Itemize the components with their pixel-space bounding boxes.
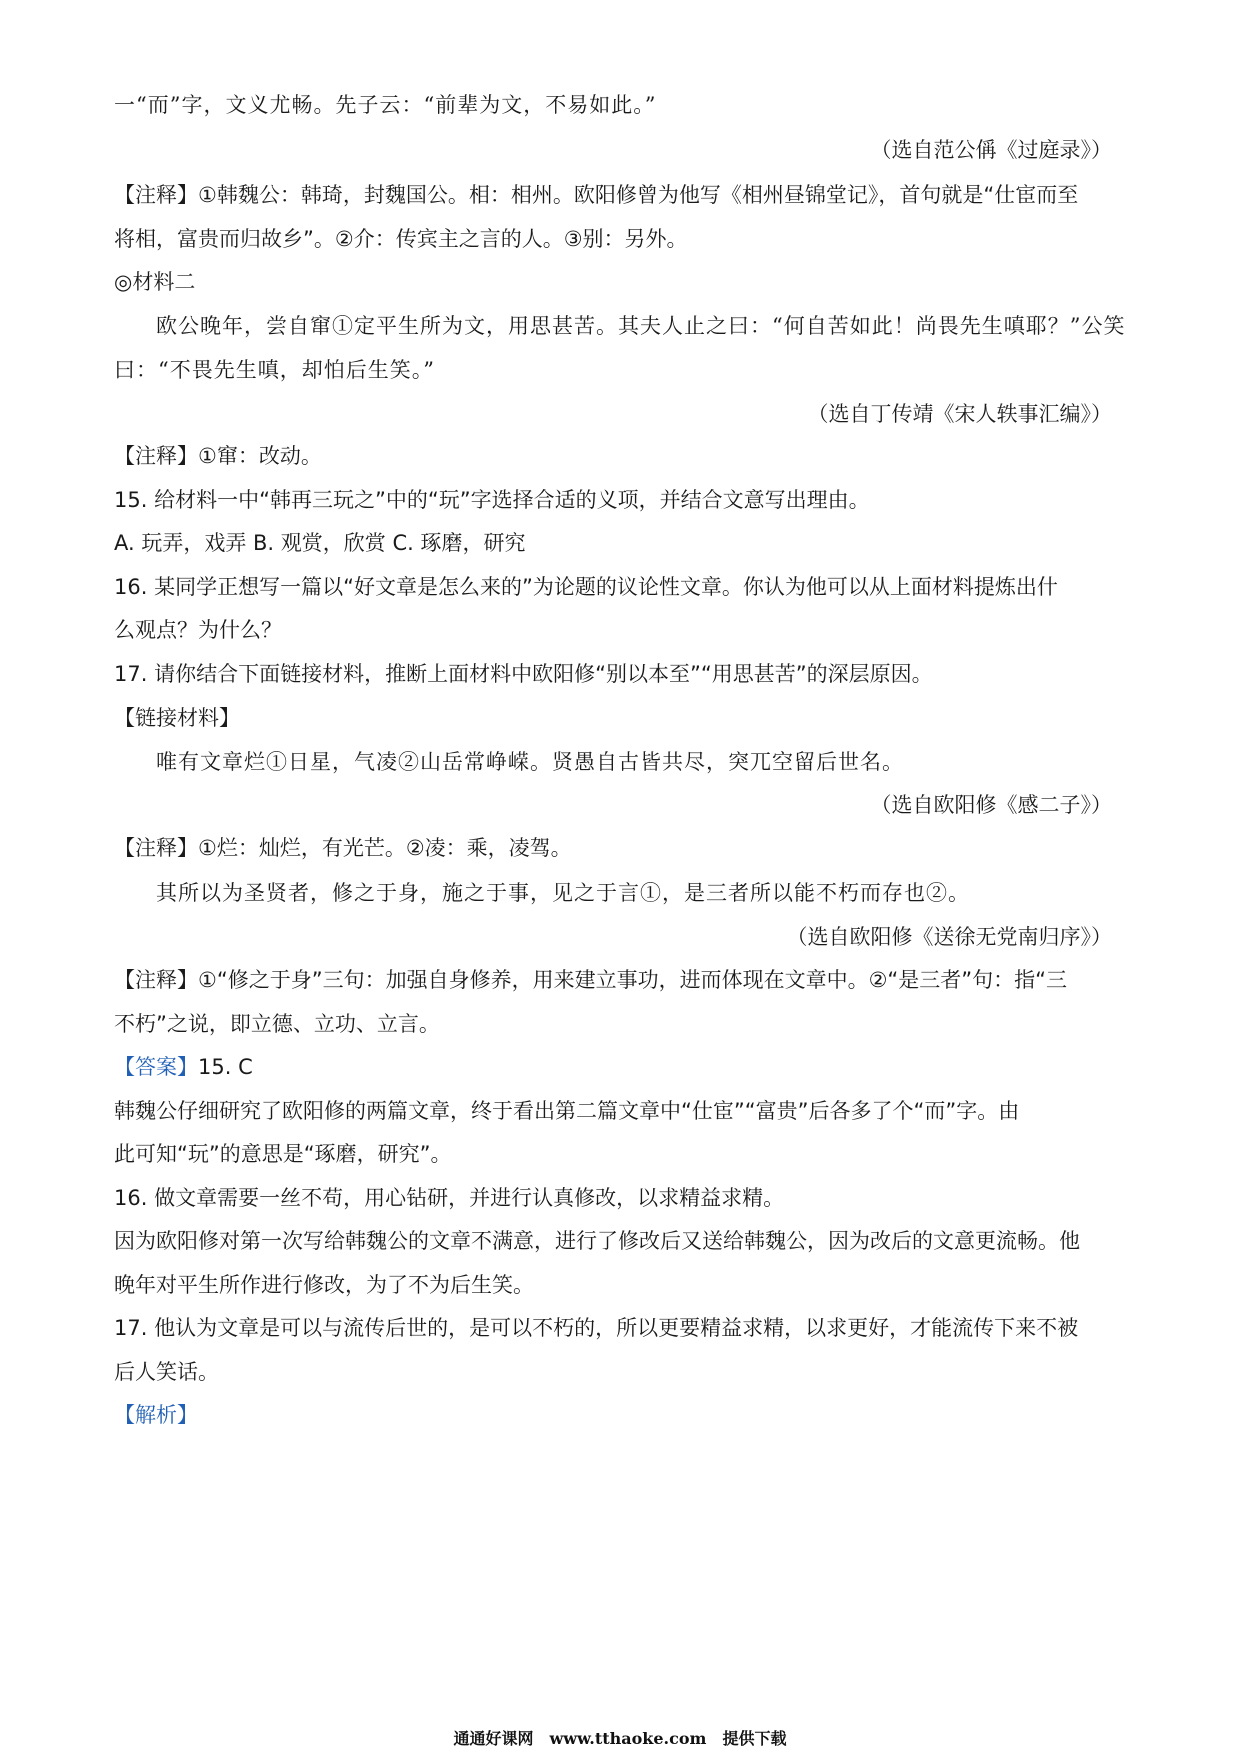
material2-note: 【注释】①窜：改动。	[114, 444, 322, 468]
link-prose-source: （选自欧阳修《送徐无党南归序》）	[786, 925, 1112, 949]
question-15: 15. 给材料一中“韩再三玩之”中的“玩”字选择合适的义项，并结合文意写出理由。	[114, 488, 870, 512]
question-17: 17. 请你结合下面链接材料，推断上面材料中欧阳修“别以本至”“用思甚苦”的深层原因。	[114, 662, 933, 686]
link-prose-note-line2: 不朽”之说，即立德、立功、立言。	[114, 1012, 440, 1036]
answer-16-explanation-line1: 因为欧阳修对第一次写给韩魏公的文章不满意，进行了修改后又送给韩魏公，因为改后的文意更流畅。他	[114, 1229, 1080, 1253]
answer-16: 16. 做文章需要一丝不苟，用心钻研，并进行认真修改，以求精益求精。	[114, 1186, 785, 1210]
answer-17-line2: 后人笑话。	[114, 1360, 219, 1384]
material2-text-line1: 欧公晚年，尝自窜①定平生所为文，用思甚苦。其夫人止之曰：“何自苦如此！尚畏先生嗔耶？”公笑	[156, 314, 1126, 338]
material1-source: （选自范公偁《过庭录》）	[870, 138, 1112, 162]
question-16-line2: 么观点？为什么？	[114, 618, 282, 642]
footer-text: 通通好课网 www.tthaoke.com 提供下载	[453, 1729, 787, 1748]
material2-text-line2: 曰：“不畏先生嗔，却怕后生笑。”	[114, 358, 435, 382]
material1-note-line2: 将相，富贵而归故乡”。②介：传宾主之言的人。③别：另外。	[114, 227, 688, 251]
link-poem-note: 【注释】①烂：灿烂，有光芒。②凌：乘，凌驾。	[114, 836, 572, 860]
question-15-options: A. 玩弄，戏弄 B. 观赏，欣赏 C. 琢磨，研究	[114, 531, 526, 555]
answer-15-row	[114, 1052, 253, 1082]
material2-heading: ◎材料二	[114, 270, 196, 294]
answer-tag: 【答案】	[114, 1055, 198, 1079]
answer-16-explanation-line2: 晚年对平生所作进行修改，为了不为后生笑。	[114, 1273, 534, 1297]
link-prose: 其所以为圣贤者，修之于身，施之于事，见之于言①，是三者所以能不朽而存也②。	[156, 881, 970, 905]
question-16-line1: 16. 某同学正想写一篇以“好文章是怎么来的”为论题的议论性文章。你认为他可以从上面材料提炼出什	[114, 575, 1058, 599]
material1-tail: 一“而”字，文义尤畅。先子云：“前辈为文，不易如此。”	[114, 93, 657, 117]
answer-15: 15. C	[198, 1055, 253, 1079]
material2-source: （选自丁传靖《宋人轶事汇编》）	[807, 402, 1112, 426]
link-prose-note-line1: 【注释】①“修之于身”三句：加强自身修养，用来建立事功，进而体现在文章中。②“是三者”句：指“三	[114, 968, 1068, 992]
material1-note-line1: 【注释】①韩魏公：韩琦，封魏国公。相：相州。欧阳修曾为他写《相州昼锦堂记》，首句就是“仕宦而至	[114, 183, 1079, 207]
link-poem-source: （选自欧阳修《感二子》）	[870, 793, 1112, 817]
answer-15-explanation-line1: 韩魏公仔细研究了欧阳修的两篇文章，终于看出第二篇文章中“仕宦”“富贵”后各多了个“而”字。由	[114, 1099, 1020, 1123]
link-heading: 【链接材料】	[114, 706, 240, 730]
answer-15-explanation-line2: 此可知“玩”的意思是“琢磨，研究”。	[114, 1142, 452, 1166]
analysis-tag: 【解析】	[114, 1403, 198, 1427]
answer-17-line1: 17. 他认为文章是可以与流传后世的，是可以不朽的，所以更要精益求精，以求更好，才能流传下来不被	[114, 1316, 1079, 1340]
link-poem: 唯有文章烂①日星，气凌②山岳常峥嵘。贤愚自古皆共尽，突兀空留后世名。	[156, 750, 904, 774]
